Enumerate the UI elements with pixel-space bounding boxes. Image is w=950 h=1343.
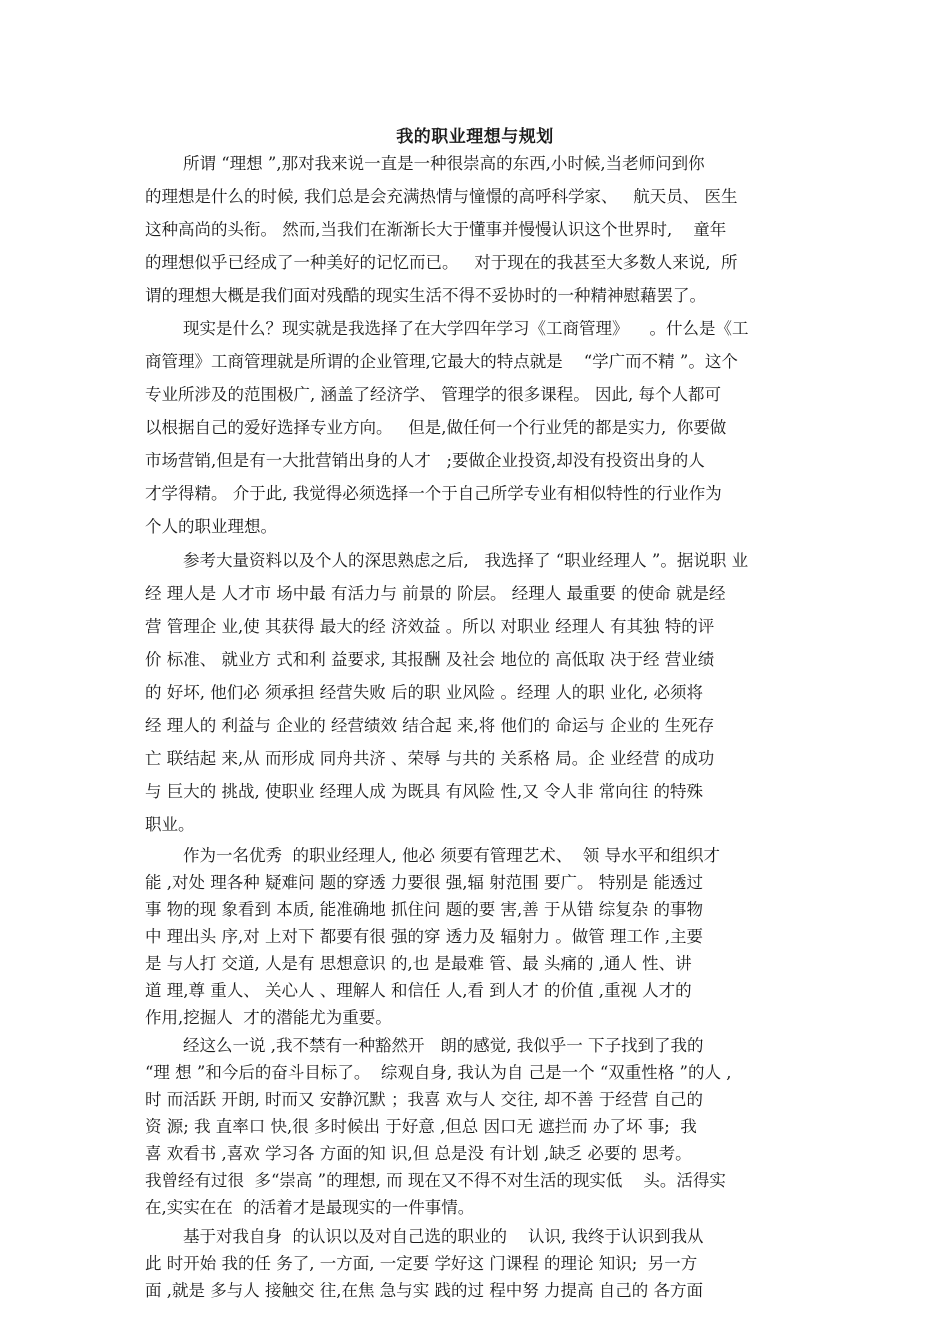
text-line: 以根据自己的爱好选择专业方向。 但是,做任何一个行业凭的都是实力, 你要做 <box>145 418 727 437</box>
text-line: 的理想是什么的时候, 我们总是会充满热情与憧憬的高呼科学家、 航天员、 医生 <box>145 187 738 206</box>
text-line: 经 理人是 人才市 场中最 有活力与 前景的 阶层。 经理人 最重要 的使命 就是经 <box>145 584 726 603</box>
text-line: 商管理》工商管理就是所谓的企业管理,它最大的特点就是 “学广而不精 ”。这个 <box>145 352 738 371</box>
text-line: 职业。 <box>145 815 195 834</box>
text-line: 营 管理企 业,使 其获得 最大的经 济效益 。所以 对职业 经理人 有其独 特的评 <box>145 617 715 636</box>
text-line: 才学得精。 介于此, 我觉得必须选择一个于自己所学专业有相似特性的行业作为 <box>145 484 722 503</box>
text-line: 面 ,就是 多与人 接触交 往,在焦 急与实 践的过 程中努 力提高 自己的 各方面 <box>145 1281 703 1300</box>
text-line: 是 与人打 交道, 人是有 思想意识 的,也 是最难 管、最 头痛的 ,通人 性、讲 <box>145 954 692 973</box>
text-line: 时 而活跃 开朗, 时而又 安静沉默 ；我喜 欢与人 交往, 却不善 于经营 自己的 <box>145 1090 703 1109</box>
text-line: 在,实实在在 的活着才是最现实的一件事情。 <box>145 1198 475 1217</box>
text-line: 市场营销,但是有一大批营销出身的人才 ;要做企业投资,却没有投资出身的人 <box>145 451 705 470</box>
text-line: 参考大量资料以及个人的深思熟虑之后, 我选择了 “职业经理人 ”。据说职 业 <box>183 551 749 570</box>
text-line: 价 标准、 就业方 式和利 益要求, 其报酬 及社会 地位的 高低取 决于经 营业绩 <box>145 650 715 669</box>
text-line: 事 物的现 象看到 本质, 能准确地 抓住问 题的要 害,善 于从错 综复杂 的事物 <box>145 900 703 919</box>
text-line: 现实是什么？现实就是我选择了在大学四年学习《工商管理》 。什么是《工 <box>183 319 749 338</box>
text-line: 作为一名优秀 的职业经理人, 他必 须要有管理艺术、 领 导水平和组织才 <box>183 846 720 865</box>
text-line: 经 理人的 利益与 企业的 经营绩效 结合起 来,将 他们的 命运与 企业的 生死存 <box>145 716 715 735</box>
text-line: 与 巨大的 挑战, 使职业 经理人成 为既具 有风险 性,又 令人非 常向往 的特殊 <box>145 782 703 801</box>
text-line: 资 源; 我 直率口 快,很 多时候出 于好意 ,但总 因口无 遮拦而 办了坏 事; 我 <box>145 1117 697 1136</box>
text-line: 能 ,对处 理各种 疑难问 题的穿透 力要很 强,辐 射范围 要广。 特别是 能透过 <box>145 873 703 892</box>
text-line: 经这么一说 ,我不禁有一种豁然开 朗的感觉, 我似乎一 下子找到了我的 <box>183 1036 704 1055</box>
text-line: 这种高尚的头衔。 然而,当我们在渐渐长大于懂事并慢慢认识这个世界时, 童年 <box>145 220 727 239</box>
text-line: 谓的理想大概是我们面对残酷的现实生活不得不妥协时的一种精神慰藉罢了。 <box>145 286 706 305</box>
text-line: 中 理出头 序,对 上对下 都要有很 强的穿 透力及 辐射力 。做管 理工作 ,主要 <box>145 927 703 946</box>
text-line: 道 理,尊 重人、 关心人 、理解人 和信任 人,看 到人才 的价值 ,重视 人才的 <box>145 981 692 1000</box>
text-line: 专业所涉及的范围极广, 涵盖了经济学、 管理学的很多课程。 因此, 每个人都可 <box>145 385 721 404</box>
text-line: 此 时开始 我的任 务了, 一方面, 一定要 学好这 门课程 的理论 知识; 另一方 <box>145 1254 698 1273</box>
text-line: 亡 联结起 来,从 而形成 同舟共济 、荣辱 与共的 关系格 局。企 业经营 的成功 <box>145 749 715 768</box>
text-line: 的理想似乎已经成了一种美好的记忆而已。 对于现在的我甚至大多数人来说, 所 <box>145 253 738 272</box>
text-line: 喜 欢看书 ,喜欢 学习各 方面的知 识,但 总是没 有计划 ,缺乏 必要的 思考。 <box>145 1144 692 1163</box>
document-title: 我的职业理想与规划 <box>396 127 554 147</box>
text-line: “理 想 ”和今后的奋斗目标了。 综观自身, 我认为自 己是一个 “双重性格 ”的人 , <box>145 1063 732 1082</box>
text-line: 的 好坏, 他们必 须承担 经营失败 后的职 业风险 。经理 人的职 业化, 必须将 <box>145 683 703 702</box>
text-line: 基于对我自身 的认识以及对自己选的职业的 认识, 我终于认识到我从 <box>183 1227 704 1246</box>
text-line: 个人的职业理想。 <box>145 517 277 536</box>
text-line: 所谓 “理想 ”,那对我来说一直是一种很崇高的东西,小时候,当老师问到你 <box>183 154 705 173</box>
text-line: 我曾经有过很 多“崇高 ”的理想, 而 现在又不得不对生活的现实低 头。活得实 <box>145 1171 726 1190</box>
text-line: 作用,挖掘人 才的潜能尤为重要。 <box>145 1008 392 1027</box>
